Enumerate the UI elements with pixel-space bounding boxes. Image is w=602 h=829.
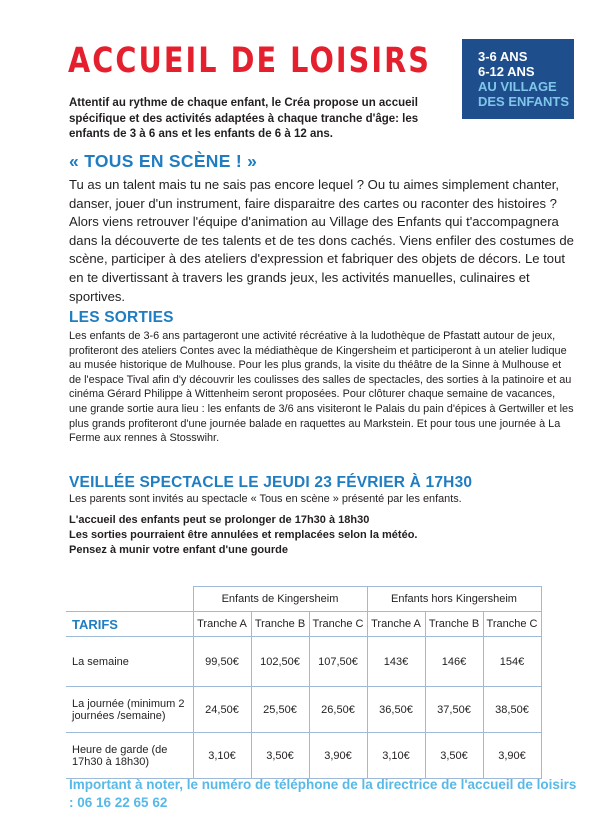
tranche-header: Tranche C [483, 612, 541, 637]
page-title: ACCUEIL DE LOISIRS [68, 41, 431, 81]
tarifs-label: TARIFS [66, 612, 193, 637]
price-cell: 99,50€ [193, 637, 251, 687]
show-heading: « TOUS EN SCÈNE ! » [69, 151, 258, 171]
price-cell: 107,50€ [309, 637, 367, 687]
table-row [66, 733, 541, 779]
price-cell: 143€ [367, 637, 425, 687]
badge-line: 6-12 ANS [478, 64, 535, 79]
table-row [66, 637, 541, 687]
sorties-heading: LES SORTIES [69, 309, 174, 326]
price-cell: 37,50€ [425, 687, 483, 733]
row-label: Heure de garde (de 17h30 à 18h30) [66, 733, 193, 779]
price-cell: 3,90€ [483, 733, 541, 779]
price-cell: 24,50€ [193, 687, 251, 733]
tranche-header: Tranche A [193, 612, 251, 637]
tranche-header: Tranche B [251, 612, 309, 637]
age-badge [462, 39, 574, 119]
tarifs-table [66, 586, 542, 779]
price-cell: 102,50€ [251, 637, 309, 687]
price-cell: 3,10€ [193, 733, 251, 779]
price-cell: 25,50€ [251, 687, 309, 733]
row-label: La semaine [66, 637, 193, 687]
badge-line: DES ENFANTS [478, 94, 570, 109]
notes-list [69, 513, 417, 558]
director-phone-note: Important à noter, le numéro de téléphone de la directrice de l'accueil de loisirs : 06 16 22 65 62 [69, 777, 577, 810]
price-cell: 38,50€ [483, 687, 541, 733]
group-header-hors-kingersheim: Enfants hors Kingersheim [367, 587, 541, 612]
price-cell: 154€ [483, 637, 541, 687]
price-cell: 36,50€ [367, 687, 425, 733]
price-cell: 3,50€ [425, 733, 483, 779]
note-item: Pensez à munir votre enfant d'une gourde [69, 544, 288, 556]
tranche-header: Tranche B [425, 612, 483, 637]
tranche-header: Tranche C [309, 612, 367, 637]
price-cell: 3,90€ [309, 733, 367, 779]
group-header-kingersheim: Enfants de Kingersheim [193, 587, 367, 612]
badge-line: 3-6 ANS [478, 49, 528, 64]
veillee-text: Les parents sont invités au spectacle « Tous en scène » présenté par les enfants. [69, 493, 462, 505]
sorties-text: Les enfants de 3-6 ans partageront une activité récréative à la ludothèque de Pfastatt autour de jeux, profiteront des ateliers Contes avec la médiathèque de Kingersheim et participeront à un atelier ludique au musée historique de Mulhouse. Pour les plus grands, la visite du théâtre de la Sinne à Mulhouse et de l'espace Tival afin d'y découvrir les coulisses des salles de spectacles, des sorties à la patinoire et au cinéma Gérard Philippe à Wittenheim seront proposées. Pour clôturer chaque semaine de vacances, une grande sortie aura lieu : les enfants de 3/6 ans visiteront le Palais du pain d'épices à Gertwiller et les plus grands profiteront d'une journée balade en raquettes au Markstein. Et pour tous une journée à La Ferme aux rennes à Stosswihr. [69, 330, 574, 445]
table-row [66, 687, 541, 733]
show-text: Tu as un talent mais tu ne sais pas encore lequel ? Ou tu aimes simplement chanter, danser, jouer d'un instrument, faire disparaitre des cartes ou raconter des histoires ? Alors viens retrouver l'équipe d'animation au Village des Enfants qui t'accompagnera dans la découverte de tes talents et de tes dons cachés. Viens enfiler des costumes de scène, participer à des ateliers d'expression et fabriquer des objets de décors. Le tout en te divertissant à travers les grands jeux, les activités manuelles, culinaires et sportives. [69, 177, 574, 304]
price-cell: 26,50€ [309, 687, 367, 733]
price-cell: 146€ [425, 637, 483, 687]
intro-text: Attentif au rythme de chaque enfant, le Créa propose un accueil spécifique et des activités adaptées à chaque tranche d'âge: les enfants de 3 à 6 ans et les enfants de 6 à 12 ans. [69, 97, 419, 140]
note-item: L'accueil des enfants peut se prolonger de 17h30 à 18h30 [69, 514, 370, 526]
veillee-heading: VEILLÉE SPECTACLE LE JEUDI 23 FÉVRIER À 17H30 [69, 474, 473, 491]
table-corner [66, 587, 193, 612]
note-item: Les sorties pourraient être annulées et remplacées selon la météo. [69, 529, 418, 541]
badge-line: AU VILLAGE [478, 79, 557, 94]
price-cell: 3,50€ [251, 733, 309, 779]
price-cell: 3,10€ [367, 733, 425, 779]
tranche-header: Tranche A [367, 612, 425, 637]
row-label: La journée (minimum 2 journées /semaine) [66, 687, 193, 733]
